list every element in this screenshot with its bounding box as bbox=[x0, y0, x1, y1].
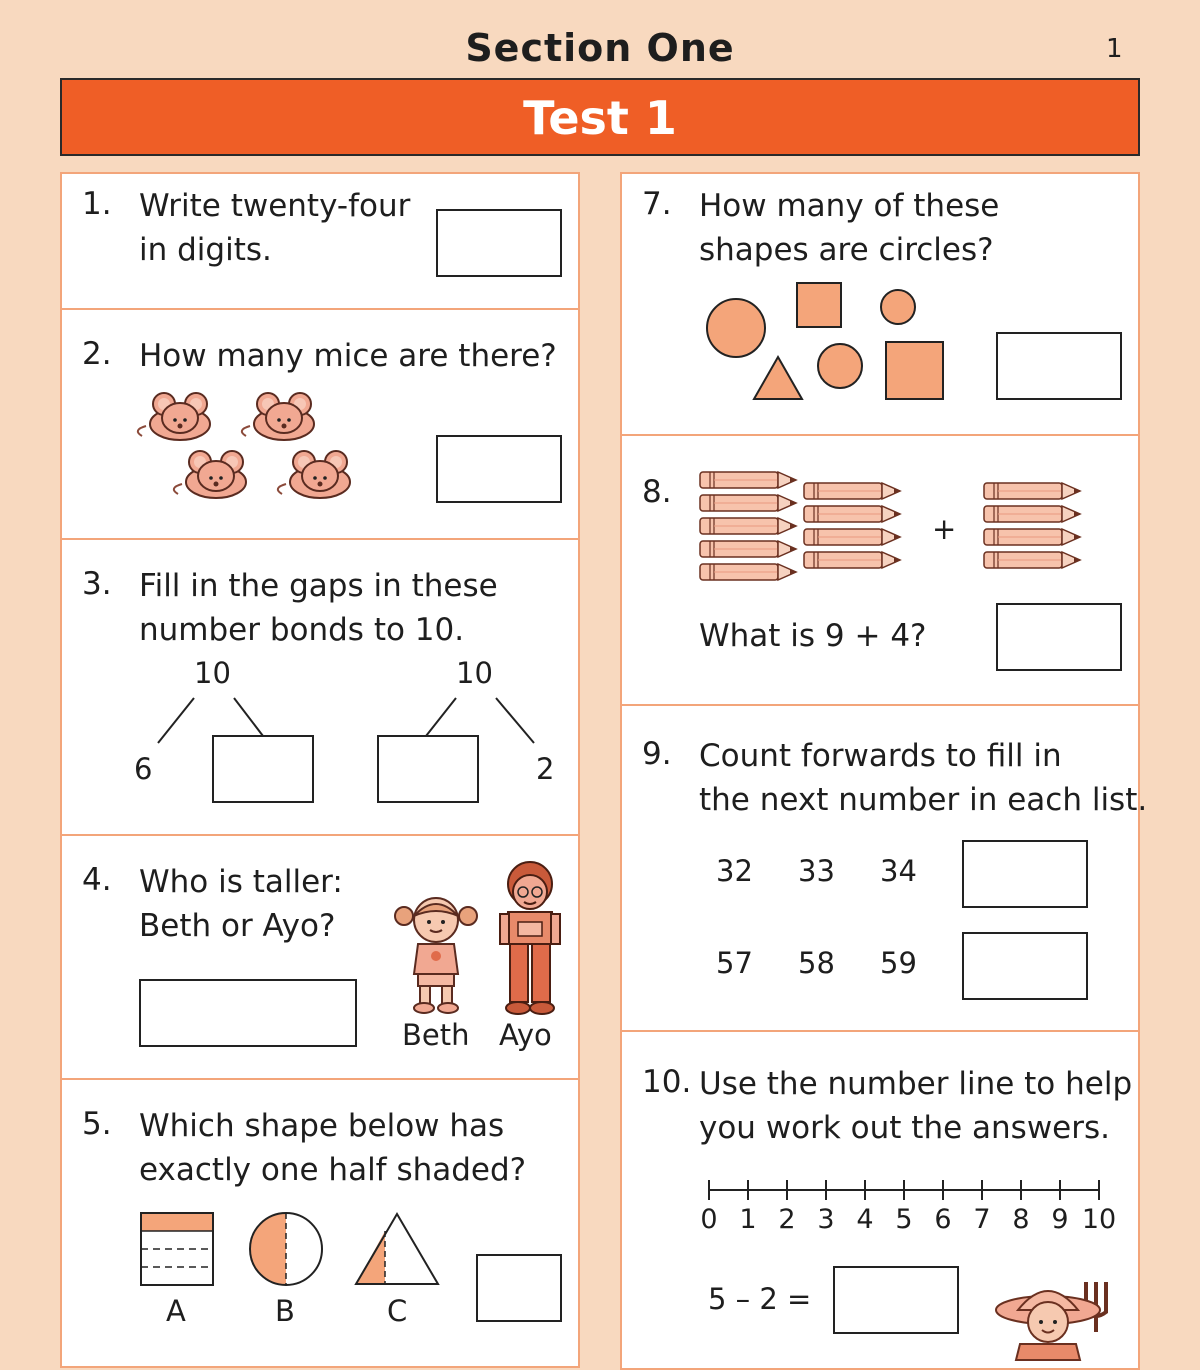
number-line-label: 10 bbox=[1081, 1204, 1117, 1235]
question-text bbox=[699, 184, 999, 272]
question-1-box bbox=[60, 172, 580, 310]
number-line-label: 6 bbox=[934, 1204, 952, 1235]
ayo-label: Ayo bbox=[499, 1018, 552, 1052]
number-line-label: 3 bbox=[817, 1204, 835, 1235]
equation-text: 5 – 2 = bbox=[708, 1282, 812, 1316]
pencil-icon bbox=[700, 518, 796, 534]
sequence-number: 58 bbox=[798, 946, 835, 980]
answer-box[interactable] bbox=[833, 1266, 959, 1334]
question-number: 4. bbox=[82, 862, 112, 898]
shape-label-a: A bbox=[166, 1294, 186, 1328]
question-2-box bbox=[60, 308, 580, 540]
circle-shape bbox=[818, 344, 862, 388]
mouse-icon bbox=[242, 393, 314, 440]
circle-shape bbox=[881, 290, 915, 324]
question-line: Use the number line to help bbox=[699, 1066, 1133, 1102]
question-line: Write twenty-four bbox=[139, 188, 411, 224]
bond2-part: 2 bbox=[536, 752, 555, 786]
number-line-label: 9 bbox=[1051, 1204, 1069, 1235]
question-line: exactly one half shaded? bbox=[139, 1152, 527, 1188]
number-line-label: 5 bbox=[895, 1204, 913, 1235]
bond2-whole: 10 bbox=[456, 656, 493, 690]
pencil-icon bbox=[804, 506, 900, 522]
question-9-box bbox=[620, 704, 1148, 1032]
answer-box[interactable] bbox=[996, 332, 1122, 400]
question-text bbox=[699, 734, 1147, 822]
answer-box[interactable] bbox=[139, 979, 357, 1047]
question-number: 3. bbox=[82, 566, 112, 602]
question-text bbox=[699, 1062, 1132, 1150]
question-text bbox=[139, 860, 343, 948]
mice-illustration bbox=[138, 390, 398, 520]
bond1-whole: 10 bbox=[194, 656, 231, 690]
number-line-label: 2 bbox=[778, 1204, 796, 1235]
mouse-icon bbox=[174, 451, 246, 498]
sequence-number: 32 bbox=[716, 854, 753, 888]
shape-b-circle bbox=[249, 1212, 323, 1286]
bond1-part: 6 bbox=[134, 752, 153, 786]
question-7-box bbox=[620, 172, 1140, 436]
shape-label-b: B bbox=[275, 1294, 295, 1328]
pencil-icon bbox=[700, 564, 796, 580]
answer-box[interactable] bbox=[212, 735, 314, 803]
answer-box[interactable] bbox=[436, 435, 562, 503]
page-number: 1 bbox=[1106, 34, 1123, 64]
plus-sign: + bbox=[932, 512, 957, 546]
pencil-icon bbox=[700, 541, 796, 557]
answer-box[interactable] bbox=[962, 840, 1088, 908]
question-line: Beth or Ayo? bbox=[139, 908, 336, 944]
section-title: Section One bbox=[465, 26, 735, 70]
mouse-icon bbox=[138, 393, 210, 440]
question-number: 8. bbox=[642, 474, 672, 510]
question-3-box bbox=[60, 538, 580, 836]
number-line-label: 7 bbox=[973, 1204, 991, 1235]
question-4-box bbox=[60, 834, 580, 1080]
pencil-icon bbox=[984, 506, 1080, 522]
answer-box[interactable] bbox=[436, 209, 562, 277]
question-line: the next number in each list. bbox=[699, 782, 1148, 818]
question-text: What is 9 + 4? bbox=[699, 618, 927, 654]
number-line-label: 0 bbox=[700, 1204, 718, 1235]
pencil-icon bbox=[984, 529, 1080, 545]
pencil-icon bbox=[804, 483, 900, 499]
number-line-label: 8 bbox=[1012, 1204, 1030, 1235]
number-line-label: 4 bbox=[856, 1204, 874, 1235]
question-text bbox=[139, 184, 410, 272]
shape-a-rectangle bbox=[140, 1212, 214, 1286]
sequence-number: 59 bbox=[880, 946, 917, 980]
circle-shape bbox=[707, 299, 765, 357]
pencil-icon bbox=[984, 483, 1080, 499]
question-line: you work out the answers. bbox=[699, 1110, 1111, 1146]
pencil-icon bbox=[804, 529, 900, 545]
question-line: Count forwards to fill in bbox=[699, 738, 1062, 774]
pencils-illustration bbox=[698, 466, 1088, 586]
question-line: How many of these bbox=[699, 188, 1000, 224]
square-shape bbox=[886, 342, 943, 399]
answer-box[interactable] bbox=[996, 603, 1122, 671]
question-number: 1. bbox=[82, 186, 112, 222]
question-line: Which shape below has bbox=[139, 1108, 505, 1144]
question-line: Fill in the gaps in these bbox=[139, 568, 498, 604]
pencil-icon bbox=[700, 495, 796, 511]
sequence-number: 57 bbox=[716, 946, 753, 980]
ayo-illustration bbox=[494, 862, 566, 1016]
answer-box[interactable] bbox=[377, 735, 479, 803]
question-text bbox=[139, 1104, 526, 1192]
number-line-labels bbox=[622, 1204, 1142, 1240]
question-number: 5. bbox=[82, 1106, 112, 1142]
question-5-box bbox=[60, 1078, 580, 1368]
mouse-icon bbox=[278, 451, 350, 498]
beth-label: Beth bbox=[402, 1018, 470, 1052]
answer-box[interactable] bbox=[962, 932, 1088, 1000]
question-number: 10. bbox=[642, 1064, 692, 1100]
number-line-label: 1 bbox=[739, 1204, 757, 1235]
triangle-shape bbox=[754, 357, 802, 399]
pencil-icon bbox=[700, 472, 796, 488]
question-line: in digits. bbox=[139, 232, 272, 268]
sequence-number: 34 bbox=[880, 854, 917, 888]
question-line: Who is taller: bbox=[139, 864, 343, 900]
answer-box[interactable] bbox=[476, 1254, 562, 1322]
question-8-box bbox=[620, 434, 1140, 706]
square-shape bbox=[797, 283, 841, 327]
shape-c-triangle bbox=[354, 1212, 440, 1286]
question-number: 9. bbox=[642, 736, 672, 772]
question-line: number bonds to 10. bbox=[139, 612, 465, 648]
question-number: 7. bbox=[642, 186, 672, 222]
question-line: shapes are circles? bbox=[699, 232, 994, 268]
sequence-number: 33 bbox=[798, 854, 835, 888]
bond-lines bbox=[62, 540, 582, 838]
farmer-illustration bbox=[994, 1272, 1124, 1360]
test-title-banner: Test 1 bbox=[60, 78, 1140, 156]
pencil-icon bbox=[804, 552, 900, 568]
shape-label-c: C bbox=[387, 1294, 408, 1328]
question-number: 2. bbox=[82, 336, 112, 372]
beth-illustration bbox=[394, 894, 478, 1014]
shapes-illustration bbox=[702, 280, 952, 404]
pencil-icon bbox=[984, 552, 1080, 568]
question-10-box bbox=[620, 1030, 1140, 1370]
question-text: How many mice are there? bbox=[139, 338, 557, 374]
